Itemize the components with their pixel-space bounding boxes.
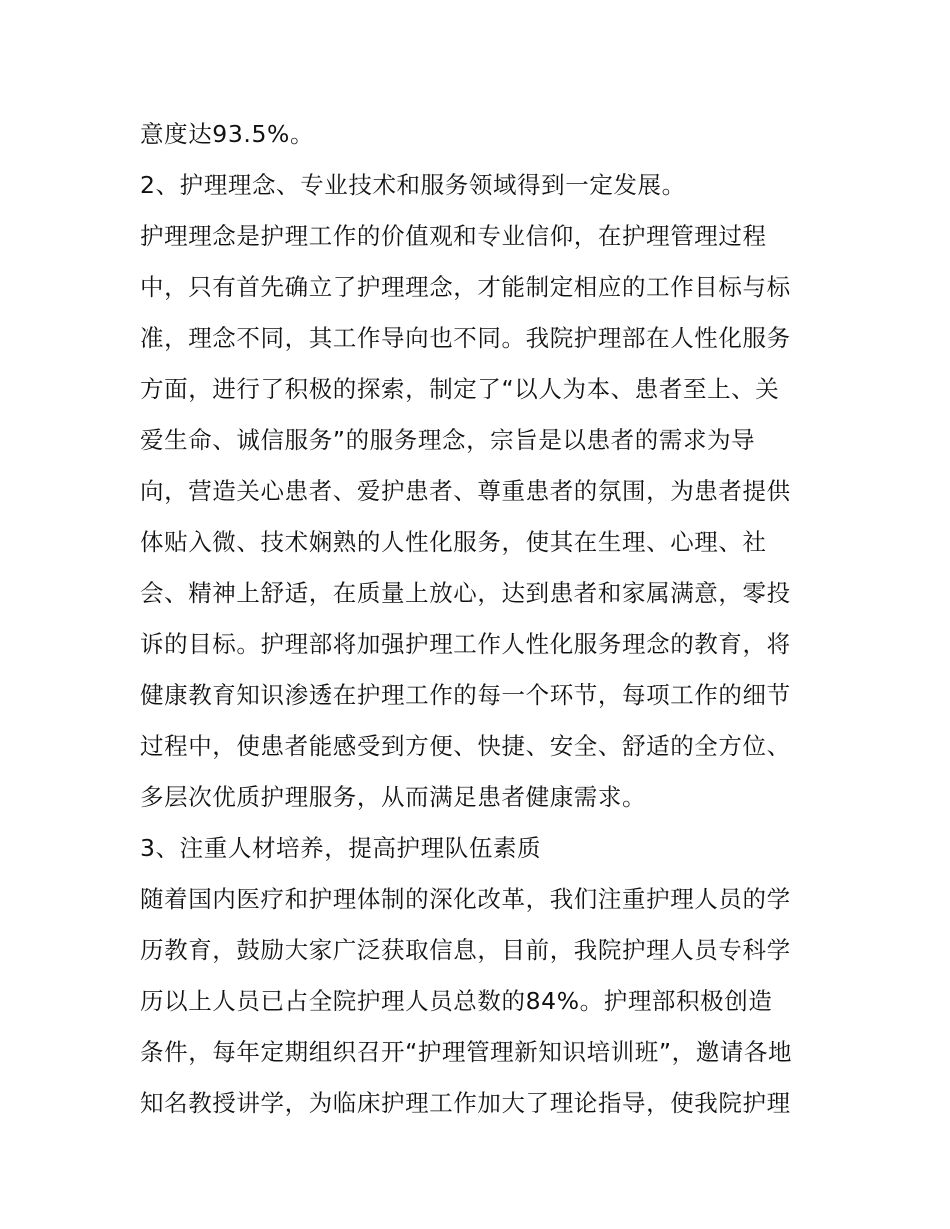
text-line-17: 历教育，鼓励大家广泛获取信息，目前，我院护理人员专科学	[140, 936, 791, 964]
text-line-19: 条件，每年定期组织召开“护理管理新知识培训班”，邀请各地	[140, 1038, 793, 1066]
text-line-3: 护理理念是护理工作的价值观和专业信仰，在护理管理过程	[140, 222, 767, 250]
text-line-4: 中，只有首先确立了护理理念，才能制定相应的工作目标与标	[140, 273, 791, 301]
text-line-6: 方面，进行了积极的探索，制定了“以人为本、患者至上、关	[140, 375, 780, 403]
text-line-16: 随着国内医疗和护理体制的深化改革，我们注重护理人员的学	[140, 885, 791, 913]
text-line-2: 2、护理理念、专业技术和服务领域得到一定发展。	[140, 171, 686, 199]
document-body	[140, 109, 820, 1129]
text-line-8: 向，营造关心患者、爱护患者、尊重患者的氛围，为患者提供	[140, 477, 791, 505]
text-line-11: 诉的目标。护理部将加强护理工作人性化服务理念的教育，将	[140, 630, 791, 658]
text-line-15: 3、注重人材培养，提高护理队伍素质	[140, 834, 542, 862]
text-line-18: 历以上人员已占全院护理人员总数的84%。护理部积极创造	[140, 987, 773, 1015]
text-line-14: 多层次优质护理服务，从而满足患者健康需求。	[140, 783, 647, 811]
text-line-13: 过程中，使患者能感受到方便、快捷、安全、舒适的全方位、	[140, 732, 791, 760]
text-line-12: 健康教育知识渗透在护理工作的每一个环节，每项工作的细节	[140, 681, 791, 709]
text-line-20: 知名教授讲学，为临床护理工作加大了理论指导，使我院护理	[140, 1089, 791, 1117]
text-line-7: 爱生命、诚信服务”的服务理念，宗旨是以患者的需求为导	[140, 426, 756, 454]
text-line-9: 体贴入微、技术娴熟的人性化服务，使其在生理、心理、社	[140, 528, 767, 556]
text-line-10: 会、精神上舒适，在质量上放心，达到患者和家属满意，零投	[140, 579, 791, 607]
text-line-1: 意度达93.5%。	[140, 120, 315, 148]
text-line-5: 准，理念不同，其工作导向也不同。我院护理部在人性化服务	[140, 324, 791, 352]
